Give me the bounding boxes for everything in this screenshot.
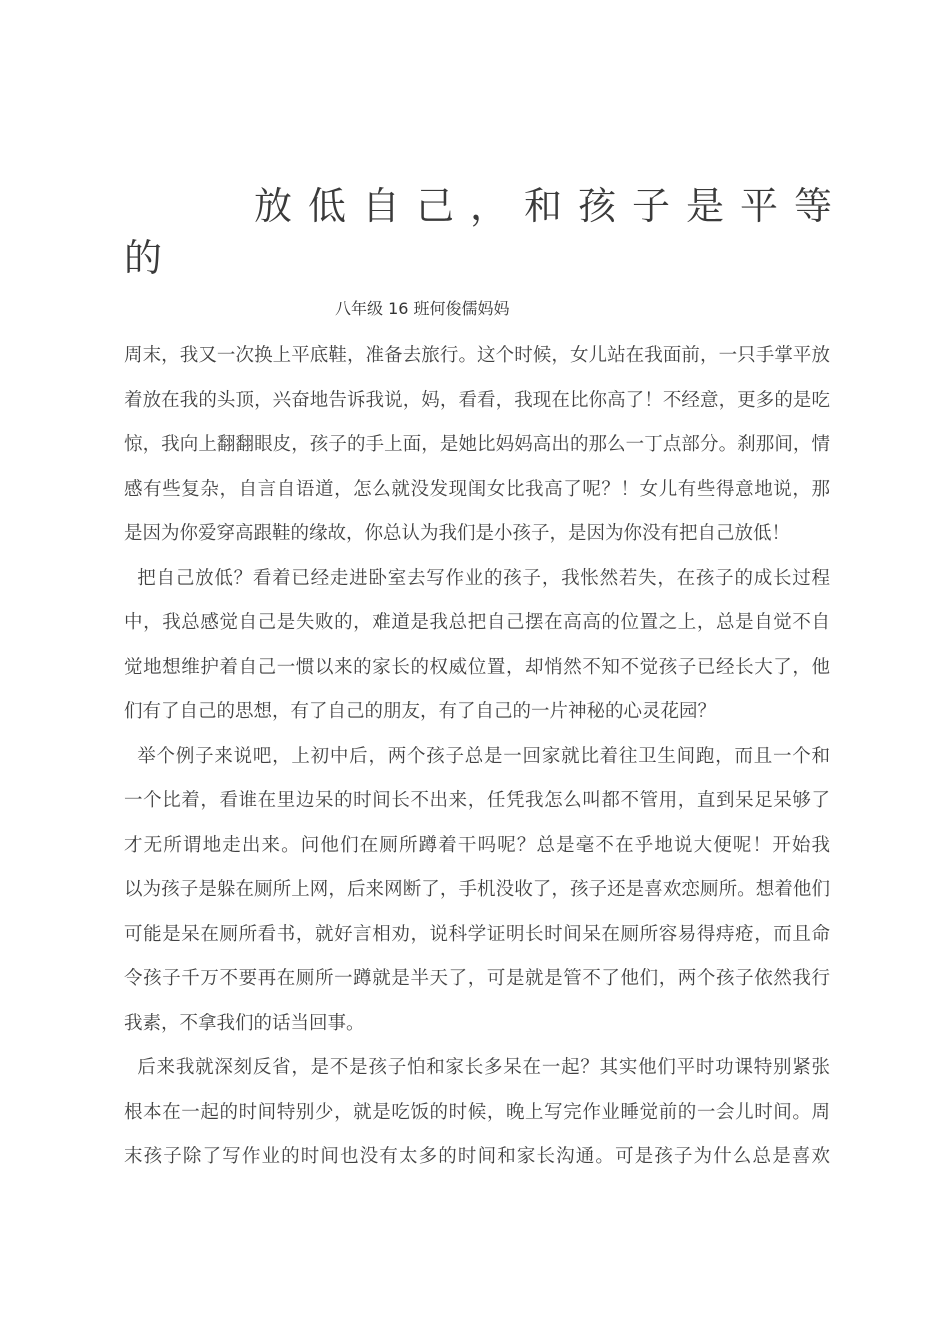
text-line: 把自己放低？看着已经走进卧室去写作业的孩子，我怅然若失，在孩子的成长过程 — [124, 567, 830, 589]
text-line: 中，我总感觉自己是失败的，难道是我总把自己摆在高高的位置之上，总是自觉不自 — [124, 612, 830, 633]
paragraph — [124, 557, 830, 735]
document-body — [124, 334, 830, 1180]
text-line: 可能是呆在厕所看书，就好言相劝，说科学证明长时间呆在厕所容易得痔疮，而且命 — [124, 923, 830, 945]
author-byline: 八年级 16 班何俊儒妈妈 — [335, 299, 510, 318]
text-line: 我素，不拿我们的话当回事。 — [124, 1012, 365, 1034]
text-line: 后来我就深刻反省，是不是孩子怕和家长多呆在一起？其实他们平时功课特别紧张 — [124, 1057, 830, 1078]
text-line: 惊，我向上翻翻眼皮，孩子的手上面，是她比妈妈高出的那么一丁点部分。刹那间，情 — [124, 434, 830, 455]
text-line: 觉地想维护着自己一惯以来的家长的权威位置，却悄然不知不觉孩子已经长大了，他 — [124, 656, 830, 678]
text-line: 着放在我的头顶，兴奋地告诉我说，妈，看看，我现在比你高了！不经意，更多的是吃 — [124, 389, 830, 411]
text-line: 才无所谓地走出来。问他们在厕所蹲着干吗呢？总是毫不在乎地说大便呢！开始我 — [124, 834, 830, 856]
text-line: 举个例子来说吧，上初中后，两个孩子总是一回家就比着往卫生间跑，而且一个和 — [124, 745, 830, 767]
text-line: 以为孩子是躲在厕所上网，后来网断了，手机没收了，孩子还是喜欢恋厕所。想着他们 — [124, 879, 830, 900]
text-line: 是因为你爱穿高跟鞋的缘故，你总认为我们是小孩子，是因为你没有把自己放低！ — [124, 523, 791, 544]
text-line: 们有了自己的思想，有了自己的朋友，有了自己的一片神秘的心灵花园？ — [124, 701, 717, 722]
text-line: 感有些复杂，自言自语道，怎么就没发现闺女比我高了呢？！女儿有些得意地说，那 — [124, 478, 830, 500]
paragraph — [124, 735, 830, 1047]
paragraph — [124, 334, 830, 557]
text-line: 周末，我又一次换上平底鞋，准备去旅行。这个时候，女儿站在我面前，一只手掌平放 — [124, 345, 830, 366]
title-line-1: 放低自己，和孩子是平等 — [254, 184, 849, 228]
title-line-2: 的 — [124, 236, 179, 280]
text-line: 一个比着，看谁在里边呆的时间长不出来，任凭我怎么叫都不管用，直到呆足呆够了 — [124, 790, 830, 811]
text-line: 末孩子除了写作业的时间也没有太多的时间和家长沟通。可是孩子为什么总是喜欢 — [124, 1146, 830, 1167]
text-line: 令孩子千万不要再在厕所一蹲就是半天了，可是就是管不了他们，两个孩子依然我行 — [124, 968, 830, 989]
document-title — [124, 180, 849, 284]
paragraph — [124, 1046, 830, 1180]
text-line: 根本在一起的时间特别少，就是吃饭的时候，晚上写完作业睡觉前的一会儿时间。周 — [124, 1101, 830, 1123]
